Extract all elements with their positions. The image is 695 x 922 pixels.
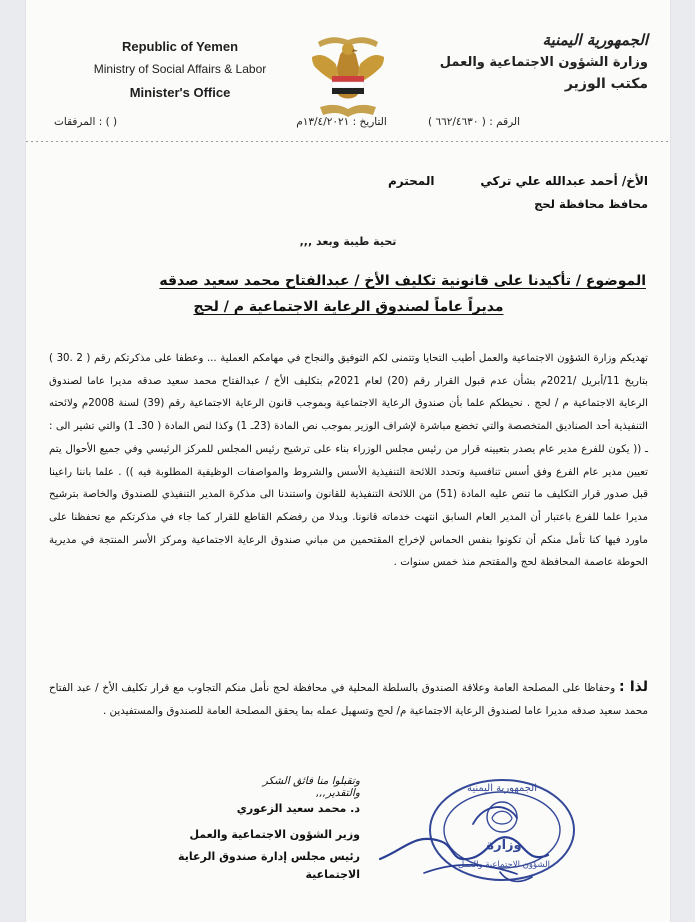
eagle-head [342, 43, 354, 55]
subject-block [51, 270, 646, 318]
closing-line: وتقبلوا منا فائق الشكر والتقدير,,, [262, 775, 360, 799]
date-label: التاريخ : ١٣/٤/٢٠٢١م [296, 116, 387, 128]
recipient-name: الأخ/ أحمد عبدالله علي تركي [480, 174, 648, 188]
reference-number: الرقم : ( ٦٦٢/٤٦٣٠ ) [428, 116, 521, 128]
handwritten-signature-icon [370, 775, 580, 915]
recipient-block [388, 169, 648, 215]
request-text: وحفاظا على المصلحة العامة وعلاقة الصندوق بالسلطة المحلية في محافظة لحج نأمل منكم التجاوب مع قرار تكليف الأخ / عبد الفتاح محمد سعيد صدقه مديرا عاما لصندوق الرعاية الاجتماعية م/ لحج وتسهيل عمله بما يحقق المصلحة العامة للصندوق والمستفيدين . [49, 682, 648, 717]
signatory-title-2: رئيس مجلس إدارة صندوق الرعاية الاجتماعية [178, 850, 360, 881]
ministry-name-ar: وزارة الشؤون الاجتماعية والعمل [439, 55, 648, 70]
arabic-letterhead [418, 31, 648, 94]
flag-black [332, 88, 364, 94]
recipient-honorific: المحترم [388, 174, 435, 188]
flag-white [332, 82, 364, 88]
attachments-label: المرفقات : ( ) [54, 116, 118, 128]
flag-red [332, 76, 364, 82]
english-letterhead [70, 38, 290, 103]
ministry-name-en: Ministry of Social Affairs & Labor [93, 62, 267, 76]
stamp-text-middle: وزارة [486, 838, 522, 853]
state-emblem-icon [302, 31, 394, 129]
republic-name-en: Republic of Yemen [121, 39, 239, 54]
stamp-text-top: الجمهورية اليمنية [466, 783, 538, 794]
eagle-beak [352, 49, 358, 52]
recipient-title: محافظ محافظة لحج [534, 197, 648, 211]
recipient-row [388, 169, 648, 193]
republic-name-ar: الجمهورية اليمنية [542, 31, 648, 49]
request-paragraph [49, 676, 648, 722]
header-separator [26, 141, 670, 142]
signatory-title-1: وزير الشؤون الاجتماعية والعمل [189, 828, 360, 841]
therefore-label: لذا : [618, 679, 649, 695]
office-name-ar: مكتب الوزير [564, 76, 648, 92]
subject-line-2: مديراً عاماً لصندوق الرعاية الاجتماعية م / لحج [193, 299, 504, 315]
page-bottom-space [26, 914, 670, 922]
letter-body [49, 348, 648, 575]
document-page [26, 0, 670, 922]
signature-block [120, 800, 360, 884]
signatory-name: د. محمد سعيد الزعوري [236, 802, 360, 815]
greeting-line: تحية طيبة وبعد ,,, [299, 235, 397, 248]
office-name-en: Minister's Office [129, 85, 231, 100]
subject-line-1: الموضوع / تأكيدنا على قانونية تكليف الأخ / عبدالفتاح محمد سعيد صدقه [159, 273, 646, 289]
stamp-text-bottom: الشؤون الاجتماعية والعمل [458, 860, 550, 870]
body-paragraph: تهديكم وزارة الشؤون الاجتماعية والعمل أطيب التحايا وتتمنى لكم التوفيق والنجاح في مهامكم العملية ... وعطفا على مذكرتكم رقم ( 2 .30 ) بتاريخ 11/أبريل /2021م بشأن عدم قبول القرار رقم (20) لعام 2021م بتكليف الأخ / عبدالفتاح محمد سعيد صدقه مديرا عاما لصندوق الرعاية الاجتماعية م / لحج . نحيطكم علما بأن صندوق الرعاية الاجتماعية وبموجب قانون الرعاية الاجتماعية رقم (39) لسنة 2008م ولائحته التنفيذية أحد الصناديق المتخصصة والتي تخضع مباشرة لإشراف الوزير بموجب نص المادة (23ـ 1) وكذا لنص المادة ( 30ـ 1) والتي تشير الى : ـ (( يكون للفرع مدير عام يصدر بتعيينه قرار من رئيس مجلس الوزراء بناء على ترشيح رئيس المجلس للمركز الرئيسي وفي جميع الأحوال يتم تعيين مدير عام الفرع وفق أسس تنافسية وتحدد اللائحة التنفيذية الأسس والشروط والمواصفات الوظيفية المطلوبة فيه )) . علما باننا راعينا قبل صدور قرار التكليف ما تنص عليه المادة (51) من اللائحة التنفيذية للقانون واستندنا الى مذكرة المدير التنفيذي للصندوق والخاصة بترشيح مديرا علما للفرع باعتبار أن المدير العام السابق انتهت خدماته قانونا. وبدلا من رفضكم القاطع للقرار كما جاء في مذكرتكم مع تحفظنا على ماورد فيها كنا تأمل منكم أن تكونوا بنفس الحماس لإخراج المقتحمين من مباني صندوق الرعاية الاجتماعية ومركز الأسر المنتجة في مديرية الحوطة عاصمة المحافظة لحج والمقتحم منذ خمس سنوات . [49, 353, 648, 569]
